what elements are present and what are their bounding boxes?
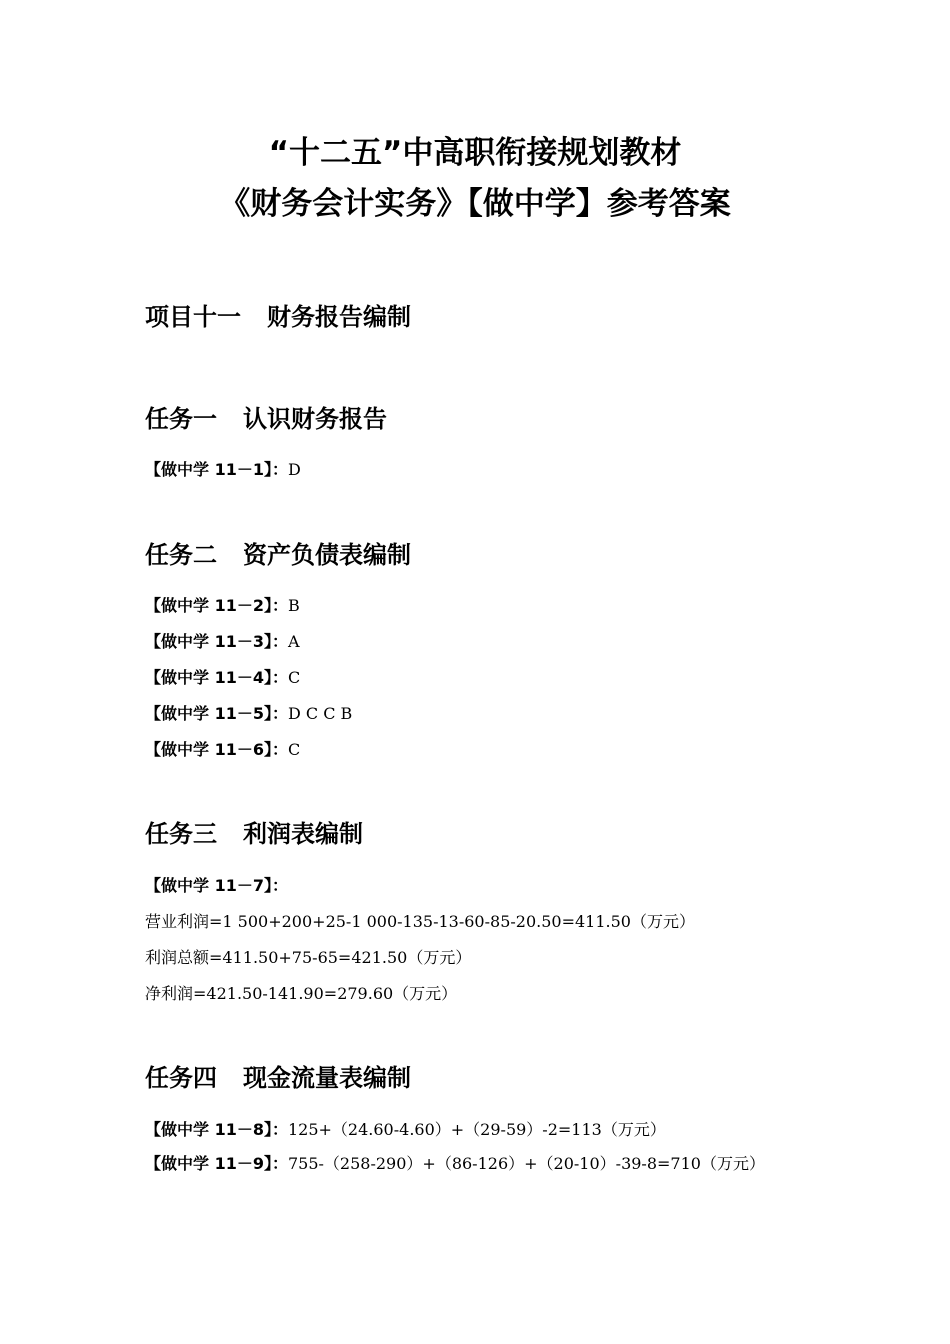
- task-name: 认识财务报告: [243, 405, 387, 433]
- answer-label: 【做中学 11－2】：: [145, 596, 288, 615]
- answer-line: [145, 1119, 666, 1141]
- answer-label: 【做中学 11－7】：: [145, 876, 288, 895]
- calculation-line: [145, 983, 457, 1005]
- project-number: 项目十一: [145, 303, 241, 331]
- answer-line: [145, 875, 288, 897]
- project-heading: [145, 301, 411, 333]
- task-name: 现金流量表编制: [243, 1064, 411, 1092]
- answer-line: [145, 459, 301, 481]
- task-number: 任务三: [145, 820, 217, 848]
- task-heading: [145, 539, 411, 571]
- answer-line: [145, 739, 300, 761]
- answer-label: 【做中学 11－8】：: [145, 1120, 288, 1139]
- task-number: 任务一: [145, 405, 217, 433]
- task-heading: [145, 818, 363, 850]
- answer-label: 【做中学 11－9】：: [145, 1154, 288, 1173]
- answer-label: 【做中学 11－3】：: [145, 632, 288, 651]
- answer-text: A: [287, 632, 300, 651]
- document-title-line1: “十二五”中高职衔接规划教材: [268, 135, 682, 171]
- calculation-text: 净利润=421.50-141.90=279.60（万元）: [145, 984, 458, 1003]
- answer-text: C: [287, 740, 301, 759]
- answer-line: [145, 1147, 810, 1181]
- answer-text: C: [287, 668, 301, 687]
- answer-text: 755-（258-290）+（86-126）+（20-10）-39-8=710（万元）: [287, 1154, 765, 1173]
- project-name: 财务报告编制: [267, 303, 411, 331]
- task-heading: [145, 1062, 411, 1094]
- answer-line: [145, 631, 300, 653]
- answer-text: B: [287, 596, 300, 615]
- answer-label: 【做中学 11－4】：: [145, 668, 288, 687]
- answer-text: 125+（24.60-4.60）+（29-59）-2=113（万元）: [287, 1120, 666, 1139]
- answer-line: [145, 667, 300, 689]
- answer-line: [145, 595, 300, 617]
- answer-text: D: [287, 460, 301, 479]
- task-number: 任务二: [145, 541, 217, 569]
- task-name: 利润表编制: [243, 820, 363, 848]
- calculation-text: 营业利润=1 500+200+25-1 000-135-13-60-85-20.50=411.50（万元）: [145, 912, 695, 931]
- answer-label: 【做中学 11－5】：: [145, 704, 288, 723]
- calculation-line: [145, 911, 695, 933]
- answer-line: [145, 703, 352, 725]
- document-title-line2: 《财务会计实务》【做中学】参考答案: [219, 186, 731, 222]
- task-name: 资产负债表编制: [243, 541, 411, 569]
- calculation-line: [145, 947, 471, 969]
- calculation-text: 利润总额=411.50+75-65=421.50（万元）: [145, 948, 472, 967]
- task-number: 任务四: [145, 1064, 217, 1092]
- task-heading: [145, 403, 387, 435]
- answer-label: 【做中学 11－6】：: [145, 740, 288, 759]
- answer-label: 【做中学 11－1】：: [145, 460, 288, 479]
- answer-text: D C C B: [287, 704, 353, 723]
